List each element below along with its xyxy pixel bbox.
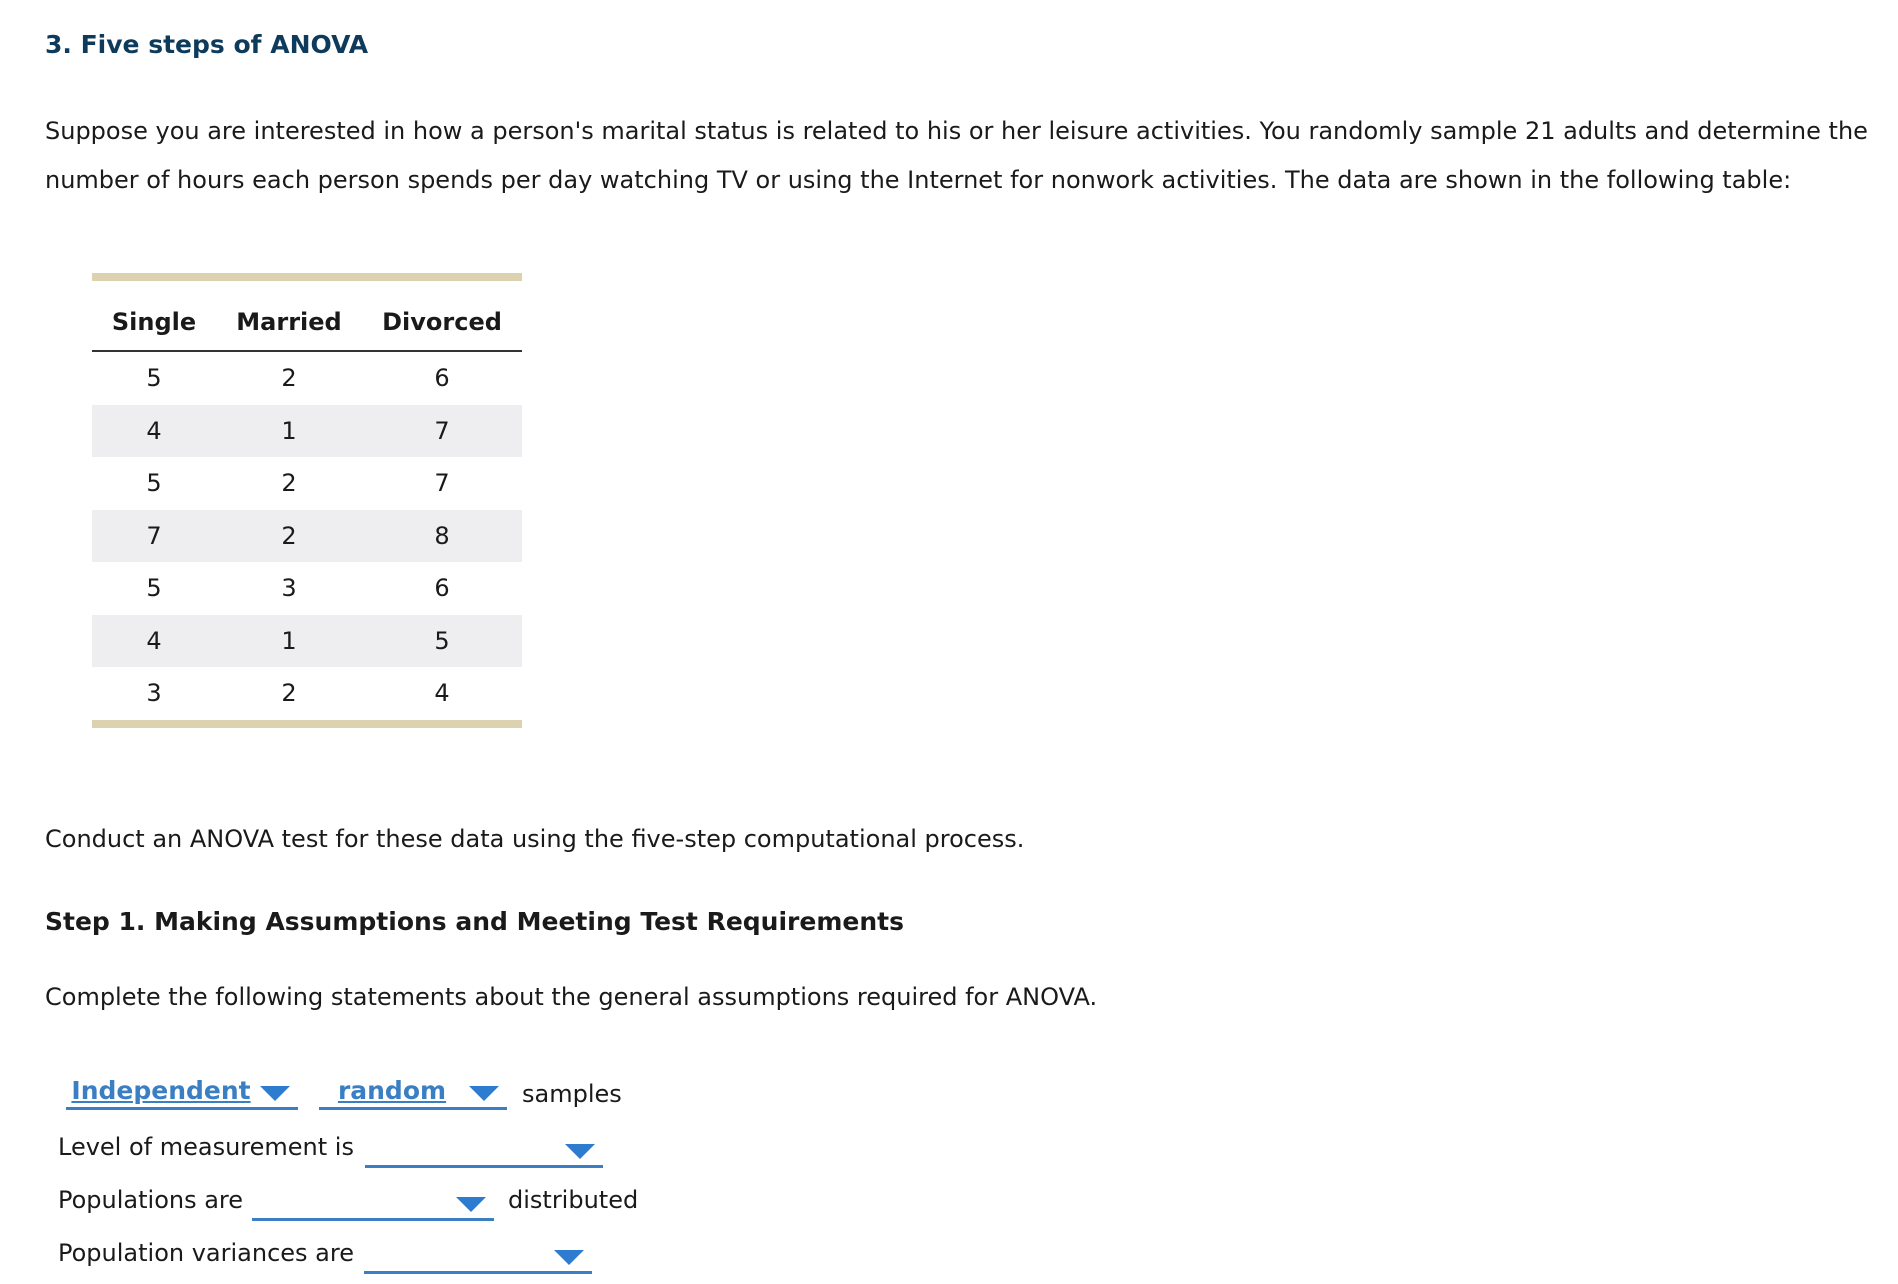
data-table [92,273,522,728]
table-cell: 3 [146,679,162,708]
chevron-down-icon [456,1197,486,1212]
column-header: Married [216,281,362,351]
variances-select[interactable] [364,1238,592,1274]
table-cell: 1 [216,615,362,668]
table-row [92,667,522,720]
table-cell: 6 [434,364,450,393]
table-row [92,615,522,668]
table-cell: 2 [281,469,297,498]
chevron-down-icon [565,1144,595,1159]
table-row [92,351,522,405]
measurement-select[interactable] [365,1132,603,1168]
column-header: Single [92,281,216,351]
table-row [92,510,522,563]
sampling-select-1[interactable] [66,1074,298,1110]
table-row [92,405,522,458]
chevron-down-icon [260,1086,290,1101]
step1-title: Step 1. Making Assumptions and Meeting Test Requirements [45,907,904,936]
table-cell: 7 [434,469,450,498]
instruction-text: Conduct an ANOVA test for these data using the five-step computational process. [45,825,1025,853]
table-cell: 7 [362,405,522,458]
sampling-select-2-value: random [337,1076,447,1105]
table-cell: 2 [281,679,297,708]
intro-paragraph: Suppose you are interested in how a person's marital status is related to his or her leisure activities. You randomly sample 21 adults and determine the number of hours each person spends per day watching TV or using the Internet for nonwork activities. The data are shown in the following table: [45,117,1868,194]
table-cell: 7 [92,510,216,563]
chevron-down-icon [554,1250,584,1265]
chevron-down-icon [469,1086,499,1101]
table-cell: 4 [92,405,216,458]
table-cell: 3 [281,574,297,603]
table-cell: 8 [362,510,522,563]
measurement-label: Level of measurement is [58,1133,354,1161]
table-cell: 5 [146,469,162,498]
populations-select[interactable] [252,1185,494,1221]
table-cell: 5 [146,574,162,603]
distributed-suffix: distributed [508,1186,639,1214]
table-cell: 4 [434,679,450,708]
step1-prompt: Complete the following statements about the general assumptions required for ANOVA. [45,983,1098,1011]
table-cell: 5 [146,364,162,393]
table-row [92,562,522,615]
populations-label: Populations are [58,1186,244,1214]
table-header-row [92,281,522,351]
column-header: Divorced [362,281,522,351]
table-cell: 2 [216,510,362,563]
sampling-select-1-value: Independent [71,1076,251,1105]
sampling-select-2[interactable] [319,1074,507,1110]
table-row [92,457,522,510]
variances-label: Population variances are [58,1239,354,1267]
table-cell: 6 [434,574,450,603]
table-cell: 4 [92,615,216,668]
table-cell: 2 [281,364,297,393]
table-cell: 1 [216,405,362,458]
table-cell: 5 [362,615,522,668]
page-title: 3. Five steps of ANOVA [45,30,369,59]
samples-suffix: samples [522,1080,622,1108]
